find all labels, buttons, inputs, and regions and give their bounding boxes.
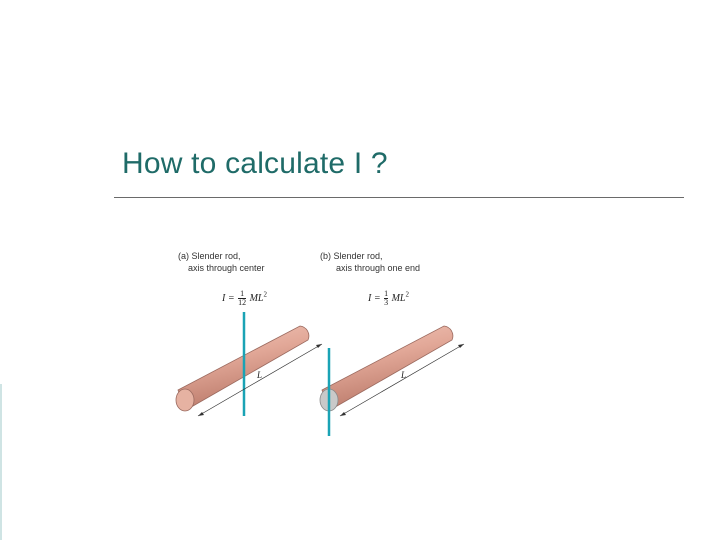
formula-a-num: 1: [240, 289, 245, 298]
rod-a: [176, 326, 309, 411]
caption-a-line2: axis through center: [188, 263, 265, 273]
formula-b-den: 3: [384, 298, 389, 307]
rod-b: [320, 326, 453, 411]
formula-a-den: 12: [238, 298, 247, 307]
formula-a-rhs: ML: [249, 292, 264, 304]
caption-b-line2: axis through one end: [336, 263, 421, 273]
formula-b-num: 1: [384, 289, 389, 298]
length-label-b: [401, 370, 406, 380]
formula-b-rhs: ML: [391, 292, 406, 304]
length-label-b-text: L: [401, 370, 407, 380]
caption-a-line1: (a) Slender rod,: [178, 251, 241, 261]
length-label-a-text: L: [257, 370, 263, 380]
formula-a: [222, 290, 267, 307]
formula-a-lhs: I =: [222, 292, 235, 304]
length-label-a: [257, 370, 262, 380]
caption-b-line1: (b) Slender rod,: [320, 251, 383, 261]
formula-b-exp: 2: [405, 290, 409, 299]
left-accent-bar: [0, 384, 2, 540]
rod-figure: [160, 240, 490, 450]
formula-a-exp: 2: [263, 290, 267, 299]
title-underline: [114, 197, 684, 198]
formula-b-lhs: I =: [368, 292, 381, 304]
formula-b: [368, 290, 409, 307]
slide-title: How to calculate I ?: [122, 147, 388, 180]
